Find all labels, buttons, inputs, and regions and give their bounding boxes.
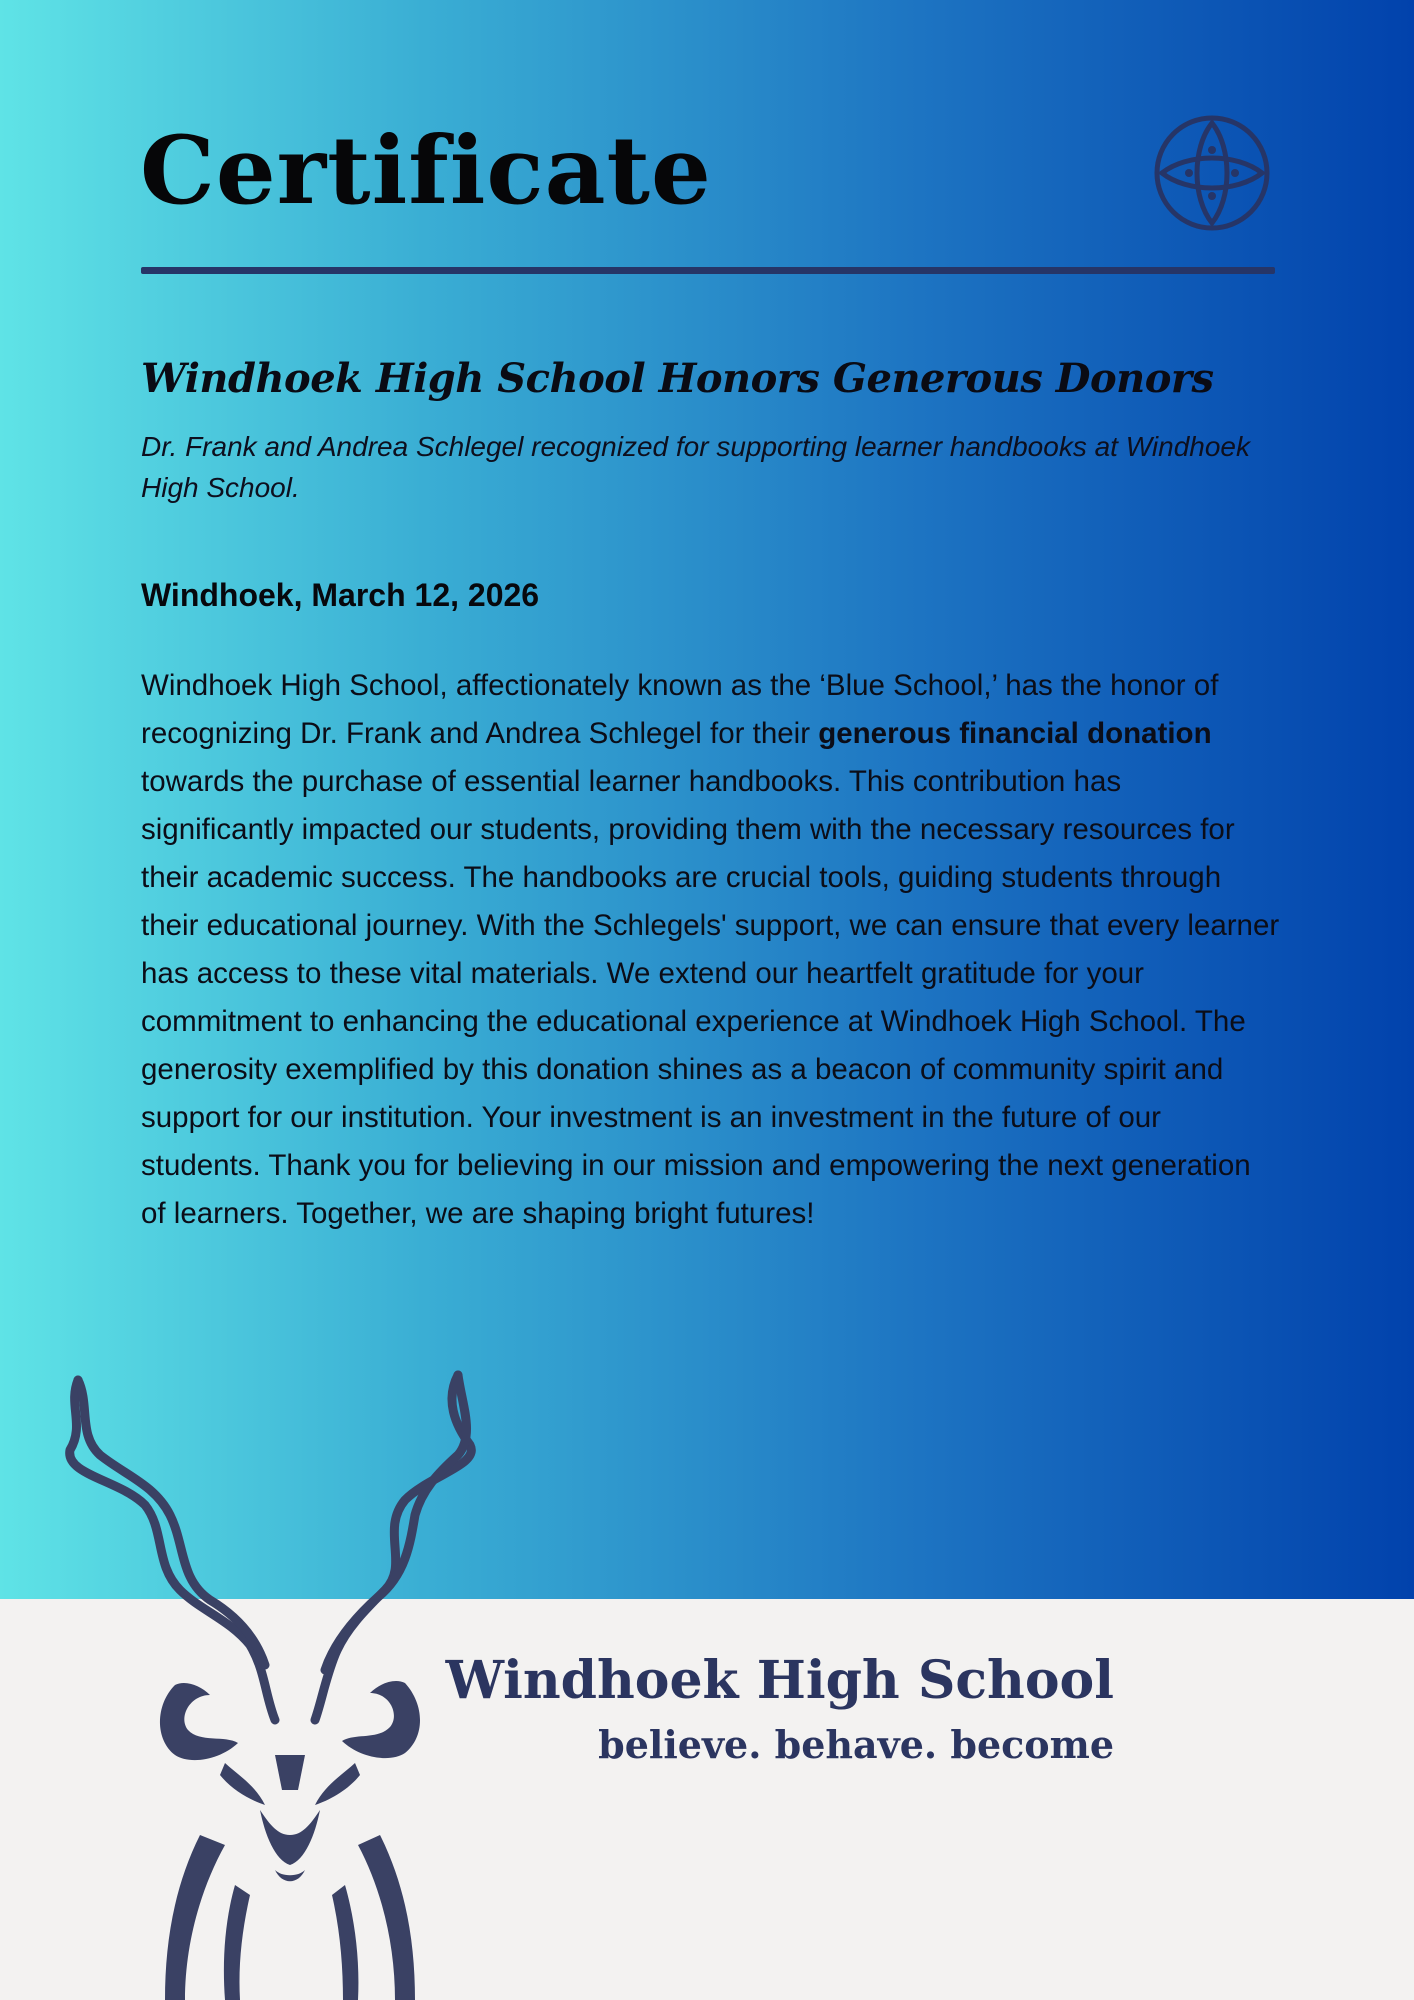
body-text-part-2: towards the purchase of essential learner handbooks. This contribution has significantly impacted our students, providing them with the necessary resources for their academic success. The handbooks are crucial tools, guiding students through their educational journey. With the Schlegels' support, we can ensure that every learner has access to these vital materials. We extend our heartfelt gratitude for your commitment to enhancing the educational experience at Windhoek High School. The generosity exemplified by this donation shines as a beacon of community spirit and support for our institution. Your investment is an investment in the future of our students. Thank you for believing in our mission and empowering the next generation of learners. Together, we are shaping bright futures! (141, 765, 1280, 1230)
body-text-emphasis: generous financial donation (818, 717, 1212, 750)
article-dateline: Windhoek, March 12, 2026 (141, 577, 540, 613)
certificate-title: Certificate (140, 116, 712, 226)
body-text-part-1: Windhoek High School, affectionately known as the ‘Blue School,’ has the honor of recognizing Dr. Frank and Andrea Schlegel for their (141, 669, 1219, 750)
kudu-head-icon (60, 1365, 490, 2000)
article-body (141, 662, 1281, 1238)
footer-school-name: Windhoek High School (445, 1650, 1114, 1711)
title-divider (141, 267, 1275, 274)
four-petal-emblem-icon (1152, 113, 1272, 233)
article-headline: Windhoek High School Honors Generous Donors (141, 355, 1214, 402)
footer-motto: believe. behave. become (598, 1722, 1114, 1767)
article-subheadline: Dr. Frank and Andrea Schlegel recognized for supporting learner handbooks at Windhoek High School. (141, 431, 1250, 503)
